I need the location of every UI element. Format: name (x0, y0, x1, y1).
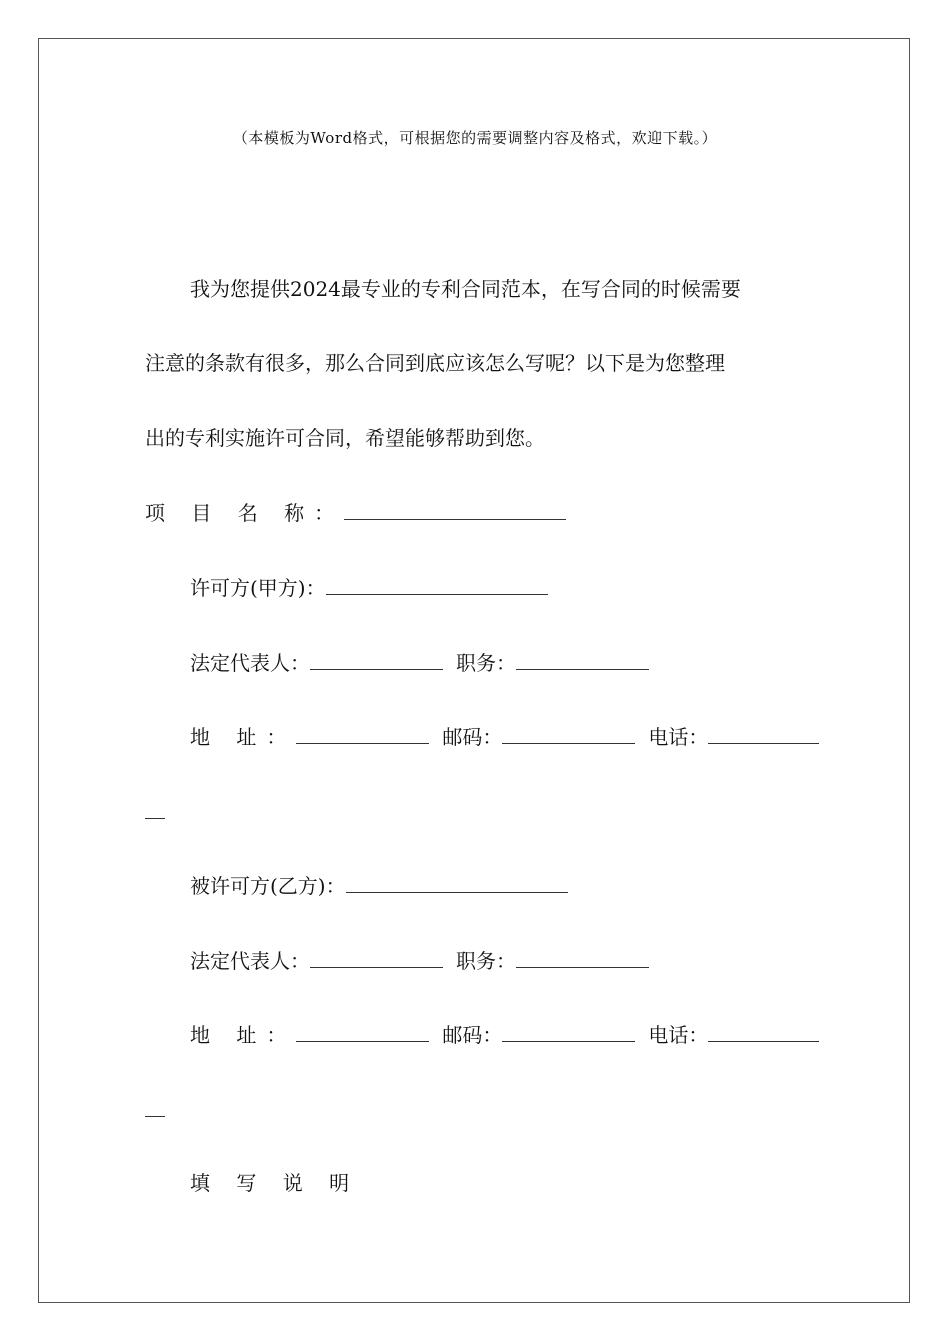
licensor-label: 许可方(甲方)： (190, 576, 326, 600)
licensee-rep-row (190, 947, 649, 974)
licensor-address-field[interactable] (296, 723, 429, 744)
licensor-zip-field[interactable] (502, 723, 635, 744)
licensee-zip-field[interactable] (502, 1021, 635, 1042)
licensee-phone-field-wrap[interactable] (145, 1096, 165, 1117)
licensor-rep-field[interactable] (310, 649, 443, 670)
licensee-label: 被许可方(乙方)： (190, 874, 346, 898)
licensor-phone-field-cont (145, 798, 165, 825)
title-label: 职务： (456, 651, 516, 675)
fill-instructions-heading: 填 写 说 明 (190, 1171, 360, 1195)
address-label: 地 址： (190, 725, 297, 749)
zip-label: 邮码： (442, 1023, 503, 1047)
licensor-rep-row (190, 649, 649, 676)
licensee-rep-field[interactable] (310, 947, 443, 968)
intro-line-3: 出的专利实施许可合同，希望能够帮助到您。 (145, 426, 545, 450)
licensor-field[interactable] (326, 574, 548, 595)
intro-line-2: 注意的条款有很多，那么合同到底应该怎么写呢？以下是为您整理 (145, 351, 725, 375)
intro-line-1: 我为您提供2024最专业的专利合同范本，在写合同的时候需要 (190, 277, 741, 301)
licensee-row (190, 872, 568, 899)
phone-label: 电话： (648, 1023, 709, 1047)
licensor-row (190, 574, 548, 601)
project-name-row (145, 499, 566, 526)
licensee-address-row (190, 1021, 819, 1048)
address-label: 地 址： (190, 1023, 297, 1047)
project-name-field[interactable] (344, 499, 566, 520)
licensor-phone-field-wrap[interactable] (145, 798, 165, 819)
licensee-phone-field[interactable] (708, 1021, 819, 1042)
licensee-title-field[interactable] (516, 947, 649, 968)
rep-label: 法定代表人： (190, 651, 310, 675)
licensor-address-row (190, 723, 819, 750)
licensee-address-field[interactable] (296, 1021, 429, 1042)
licensee-field[interactable] (346, 872, 568, 893)
template-note: （本模板为Word格式，可根据您的需要调整内容及格式，欢迎下载。） (232, 129, 718, 147)
rep-label: 法定代表人： (190, 949, 310, 973)
title-label: 职务： (456, 949, 516, 973)
project-name-label: 项 目 名 称： (145, 501, 345, 525)
licensor-phone-field[interactable] (708, 723, 819, 744)
licensor-title-field[interactable] (516, 649, 649, 670)
phone-label: 电话： (648, 725, 709, 749)
licensee-phone-field-cont (145, 1096, 165, 1123)
zip-label: 邮码： (442, 725, 503, 749)
